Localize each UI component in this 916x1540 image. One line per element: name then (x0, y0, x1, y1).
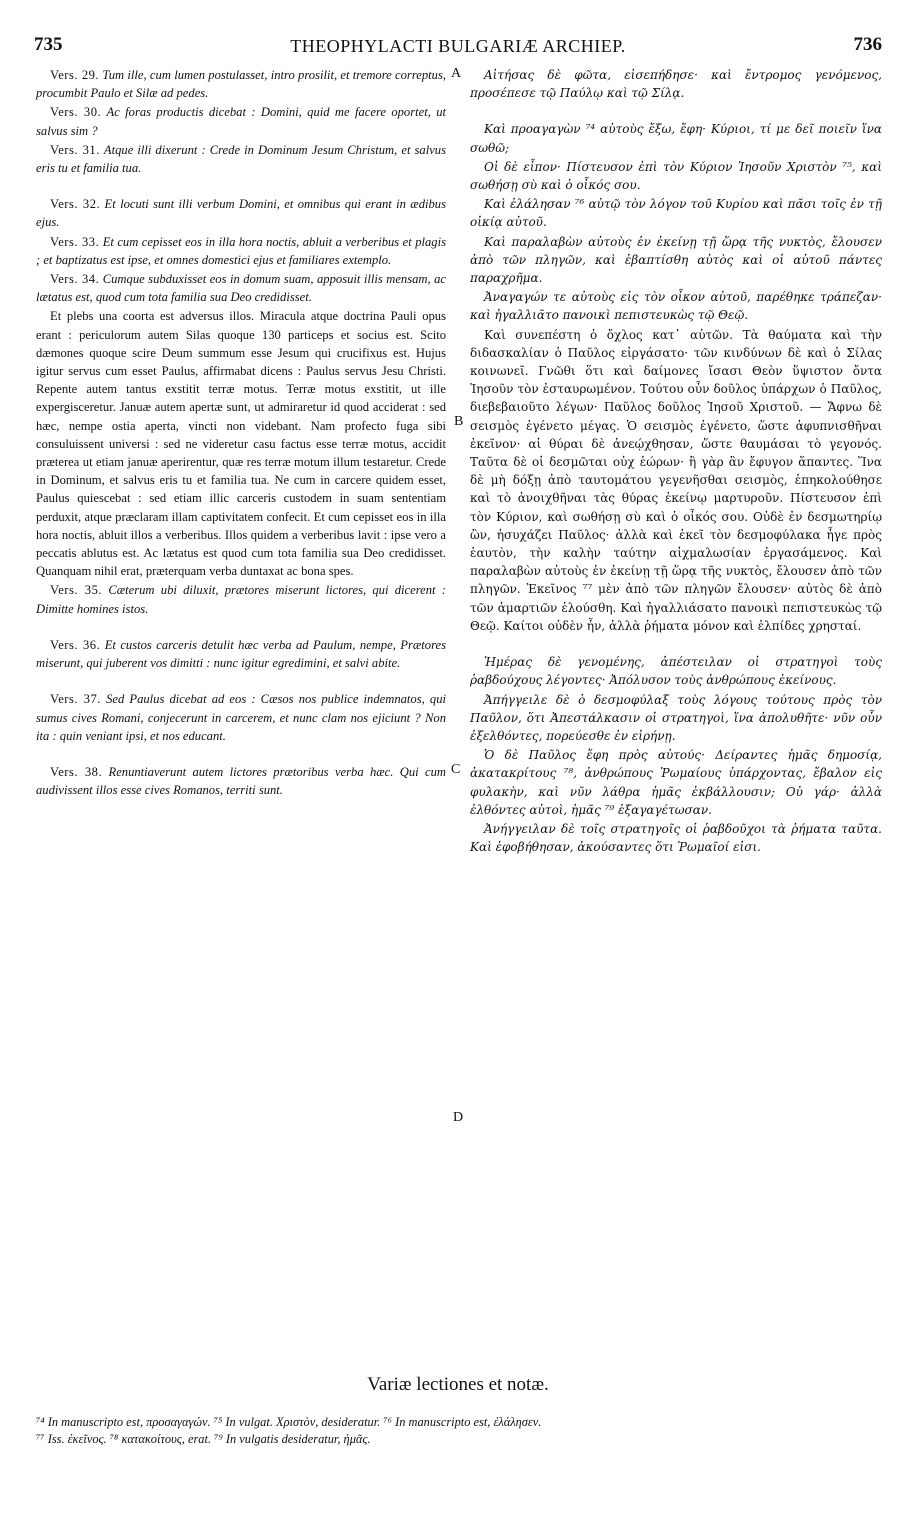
latin-verse-32: Vers. 32. Et locuti sunt illi verbum Domini, et omnibus qui erant in ædibus ejus. (36, 197, 446, 230)
page-header (34, 34, 882, 60)
margin-marker-a: A (451, 66, 462, 81)
running-title: THEOPHYLACTI BULGARIÆ ARCHIEP. (290, 36, 626, 56)
latin-column (36, 66, 446, 800)
greek-verse-38: Ἀνήγγειλαν δὲ τοῖς στρατηγοῖς οἱ ῥαβδοῦχοι τὰ ῥήματα ταῦτα. Καὶ ἐφοβήθησαν, ἀκούσαντες ὅτι Ῥωμαῖοί εἰσι. (470, 821, 882, 855)
greek-verse-37: Ὁ δὲ Παῦλος ἔφη πρὸς αὐτούς· Δείραντες ἡμᾶς δημοσίᾳ, ἀκατακρίτους ⁷⁸, ἀνθρώπους Ῥωμαίους ὑπάρχοντας, ἔβαλον εἰς φυλακὴν, καὶ νῦν λάθρα ἡμᾶς ἐκβάλλουσιν; Οὐ γάρ· ἀλλὰ ἐλθόντες αὐτοὶ, ἡμᾶς ⁷⁹ ἐξαγαγέτωσαν. (470, 748, 882, 817)
footnote-line: ⁷⁴ In manuscripto est, προσαγαγών. ⁷⁵ In vulgat. Χριστὸν, desideratur. ⁷⁶ In manuscripto est, ἐλάλησεν. (36, 1415, 542, 1429)
latin-commentary: Et plebs una coorta est adversus illos. Miracula atque doctrina Pauli opus erant : periculorum autem Silas quoque 130 particeps et socius est. Scito dæmones quoque scire Deum summum esse Jesum qui crucifixus est. Hujus igitur servus cum esset Paulus, affirmabat dicens : Paulus servus Jesu Christi. Repente autem tantus exstitit terræ motus. Terræ motus exstitit, ut ille expergisceretur. Januæ autem apertæ sunt, ut admiraretur id quod acciderat : sed hæc, nempe ostia aperta, vincti non videbant. Nam profecto fuga sibi consuluissent universi : sed ne videretur casu factus esse terræ motus, accidit præterea ut etiam januæ aperirentur, quæ res terræ motum illum testaretur. Crede in Dominum, et salvus eris tu et familia tua. Ne cum in carcere quidem esset, Paulus quiescebat : sed etiam illic carceris custodem in suam sententiam perduxit, atque præclaram illam captivitatem confecit. Et cum cepisset eos in illa hora noctis, abluit illos a verberibus. Illos quidem a verberibus lavit : ipse vero a peccatis ablutus est. Ac lætatus est quod cum tota familia sua Deo credidisset. Quanquam nihil erat, præterquam verba duntaxat ac bona spes. (36, 309, 446, 579)
greek-verse-29: Αἰτήσας δὲ φῶτα, εἰσεπήδησε· καὶ ἔντρομος γενόμενος, προσέπεσε τῷ Παύλῳ καὶ τῷ Σίλᾳ. (470, 68, 882, 101)
page-number-left: 735 (34, 34, 63, 55)
latin-verse-31: Vers. 31. Atque illi dixerunt : Crede in Dominum Jesum Christum, et salvus eris tu et familia tua. (36, 142, 446, 176)
variae-lectiones-heading: Variæ lectiones et notæ. (367, 1374, 549, 1395)
latin-verse-34: Vers. 34. Cumque subduxisset eos in domum suam, apposuit illis mensam, ac lætatus est, quod cum tota familia sua Deo credidisset. (36, 272, 447, 305)
greek-verse-30: Καὶ προαγαγὼν ⁷⁴ αὐτοὺς ἔξω, ἔφη· Κύριοι, τί με δεῖ ποιεῖν ἵνα σωθῶ; (470, 122, 882, 155)
greek-verse-33: Καὶ παραλαβὼν αὐτοὺς ἐν ἐκείνῃ τῇ ὥρᾳ τῆς νυκτὸς, ἔλουσεν ἀπὸ τῶν πληγῶν, καὶ ἐβαπτίσθη αὐτὸς καὶ οἱ αὐτοῦ πάντες παραχρῆμα. (470, 234, 882, 286)
greek-verse-36: Ἀπήγγειλε δὲ ὁ δεσμοφύλαξ τοὺς λόγους τούτους πρὸς τὸν Παῦλον, ὅτι Ἀπεστάλκασιν οἱ στρατηγοὶ, ἵνα ἀπολυθῆτε· νῦν οὖν ἐξελθόντες, πορεύεσθε ἐν εἰρήνῃ. (470, 692, 882, 743)
greek-column (470, 66, 882, 857)
page-number-right: 736 (853, 34, 882, 55)
footnotes (36, 1414, 896, 1448)
margin-marker-d: D (453, 1110, 464, 1125)
latin-verse-30: Vers. 30. Ac foras productis dicebat : Domini, quid me facere oportet, ut salvus sim ? (36, 105, 447, 138)
greek-verse-34: Ἀναγαγών τε αὐτοὺς εἰς τὸν οἶκον αὐτοῦ, παρέθηκε τράπεζαν· καὶ ἠγαλλιᾶτο πανοικὶ πεπιστευκὼς τῷ Θεῷ. (470, 290, 882, 323)
footnote-line: ⁷⁷ Iss. ἐκεῖνος. ⁷⁸ κατακοίτους, erat. ⁷⁹ In vulgatis desideratur, ἡμᾶς. (36, 1432, 371, 1446)
greek-verse-31: Οἱ δὲ εἶπον· Πίστευσον ἐπὶ τὸν Κύριον Ἰησοῦν Χριστὸν ⁷⁵, καὶ σωθήσῃ σὺ καὶ ὁ οἶκός σου. (470, 159, 882, 193)
greek-verse-35: Ἡμέρας δὲ γενομένης, ἀπέστειλαν οἱ στρατηγοὶ τοὺς ῥαβδούχους λέγοντες· Ἀπόλυσον τοὺς ἀνθρώπους ἐκείνους. (470, 655, 882, 688)
greek-verse-32: Καὶ ἐλάλησαν ⁷⁶ αὐτῷ τὸν λόγον τοῦ Κυρίου καὶ πᾶσι τοῖς ἐν τῇ οἰκίᾳ αὐτοῦ. (470, 197, 882, 230)
margin-marker-b: B (454, 414, 464, 429)
greek-commentary: Καὶ συνεπέστη ὁ ὄχλος κατ᾽ αὐτῶν. Τὰ θαύματα καὶ τὴν διδασκαλίαν ὁ Παῦλος εἰργάσατο· τῶν κινδύνων δὲ καὶ ὁ Σίλας κοινωνεῖ. Γνῶθι ὅτι καὶ δαίμονες ἴσασι Θεὸν ὕψιστον ὄντα Ἰησοῦν τὸν ἐσταυρωμένον. Τούτου οὖν δοῦλος ὑπάρχων ὁ Παῦλος, διεβεβαιοῦτο λέγων· Παῦλος δοῦλος Ἰησοῦ Χριστοῦ. — Ἄφνω δὲ σεισμὸς ἐγένετο μέγας. Ὁ σεισμὸς ἐγένετο, ὥστε ἀφυπνισθῆναι ἐκεῖνον· αἱ θύραι δὲ ἀνεῴχθησαν, ὥστε θαυμάσαι τὸ γεγονός. Ταῦτα δὲ οἱ δεσμῶται οὐχ ἑώρων· ἢ γὰρ ἂν ἔφυγον ἅπαντες. Ἵνα δὲ μὴ δόξῃ ἀπὸ ταυτομάτου γεγενῆσθαι σεισμὸς, ἐπηκολούθησε καὶ τὸ ἀνοιχθῆναι τὰς θύρας ἐκείνῳ μαρτυροῦν. Πίστευσον ἐπὶ τὸν Κύριον, καὶ σωθήσῃ σὺ καὶ ὁ οἶκός σου. Οὐδὲ ἐν δεσμωτηρίῳ ὢν, ἡσυχάζει Παῦλος· ἀλλὰ καὶ ἐκεῖ τὸν δεσμοφύλακα ἦγε πρὸς ἑαυτὸν, τὴν καλὴν ταύτην αἰχμαλωσίαν ἐργασάμενος. Καὶ παραλαβὼν αὐτοὺς ἐν ἐκείνῃ τῇ ὥρᾳ τῆς νυκτὸς, ἔλουσεν ἀπὸ τῶν πληγῶν. Ἐκεῖνος ⁷⁷ μὲν ἀπὸ τῶν πληγῶν ἔλουσεν· αὐτὸς δὲ ἀπὸ τῶν ἁμαρτιῶν ἐλούσθη. Καὶ ἠγαλλιάσατο πανοικὶ πεπιστευκὼς τῷ Θεῷ. Καίτοι οὐδὲν ἦν, ἀλλὰ ῥήματα μόνον καὶ ἐλπίδες χρησταί. (470, 327, 882, 633)
latin-verse-38: Vers. 38. Renuntiaverunt autem lictores prætoribus verba hæc. Qui cum audivissent illos esse cives Romanos, territi sunt. (36, 764, 446, 798)
latin-verse-35: Vers. 35. Cæterum ubi diluxit, prætores miserunt lictores, qui dicerent : Dimitte homines istos. (36, 583, 446, 616)
latin-verse-29: Vers. 29. Tum ille, cum lumen postulasset, intro prosilit, et tremore correptus, procumbit Paulo et Silæ ad pedes. (36, 68, 447, 101)
latin-verse-37: Vers. 37. Sed Paulus dicebat ad eos : Cæsos nos publice indemnatos, qui sumus cives Romani, conjecerunt in carcerem, et nunc clam nos ejiciunt ? Non ita : quin veniant ipsi, et nos educant. (36, 692, 446, 743)
latin-verse-33: Vers. 33. Et cum cepisset eos in illa hora noctis, abluit a verberibus et plagis ; et baptizatus est ipse, et omnes domestici ejus et familiares extemplo. (36, 234, 446, 267)
latin-verse-36: Vers. 36. Et custos carceris detulit hæc verba ad Paulum, nempe, Prætores miserunt, qui juberent vos dimitti : nunc igitur egredimini, et salvi abite. (36, 637, 446, 671)
margin-marker-c: C (451, 762, 461, 777)
